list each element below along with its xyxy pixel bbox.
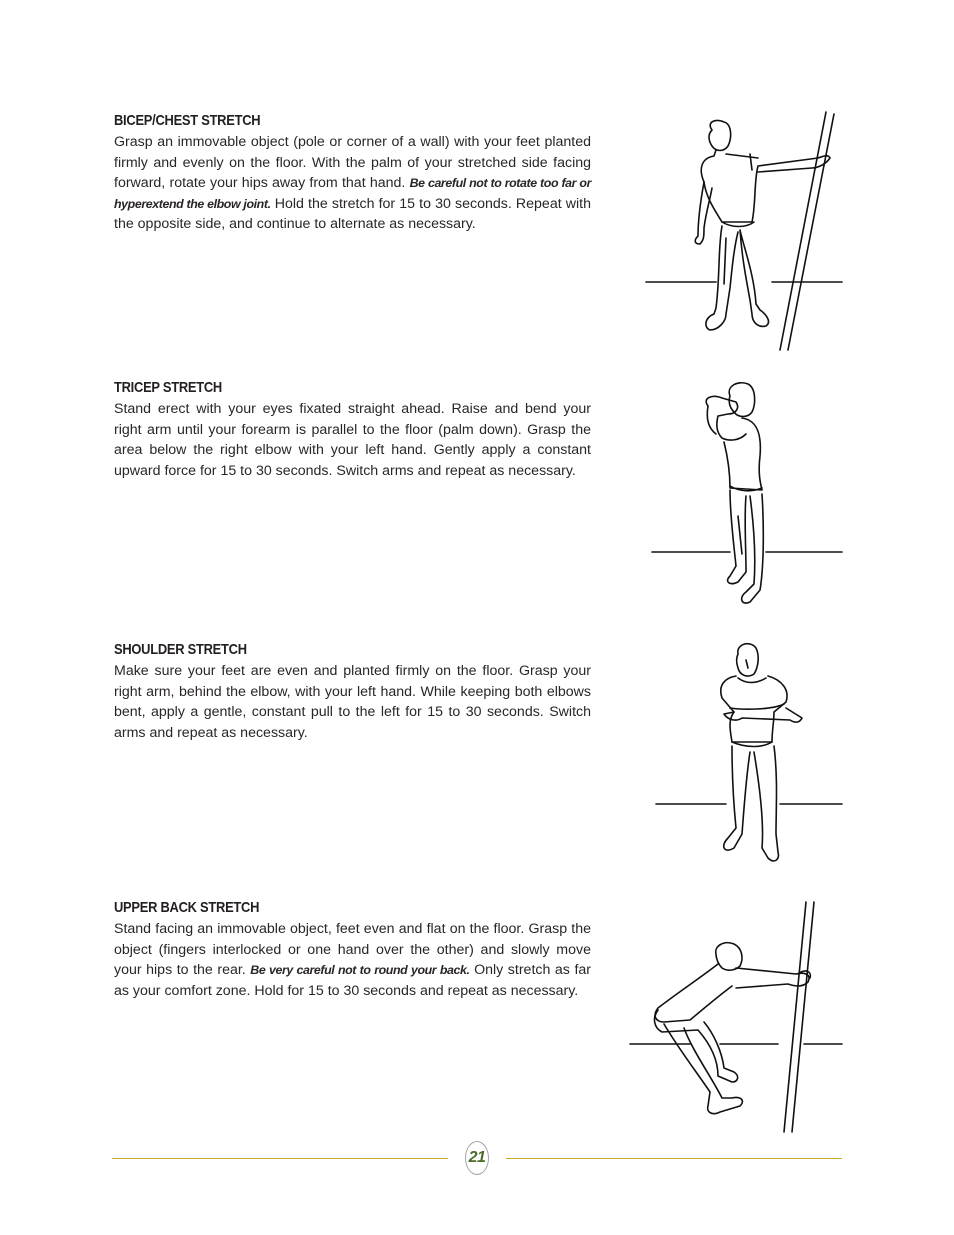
section-title: BICEP/CHEST STRETCH: [114, 112, 261, 129]
section-body: [114, 132, 591, 235]
section-title: TRICEP STRETCH: [114, 379, 222, 396]
body-text-continued: Only stretch as far as your comfort zone. Hold for 15 to 30 seconds and repeat as necessary.: [114, 962, 592, 999]
upper-back-stretch-illustration: [628, 898, 844, 1136]
section-body: [114, 919, 591, 1001]
section-title: UPPER BACK STRETCH: [114, 899, 260, 916]
page-number: 21: [465, 1141, 489, 1175]
section-body: [114, 661, 591, 743]
tricep-stretch-illustration: [646, 376, 846, 612]
footer-rule-right: [506, 1158, 842, 1159]
footer-rule-left: [112, 1158, 448, 1159]
body-text-continued: Hold the stretch for 15 to 30 seconds. Repeat with the opposite side, and continue to alternate as necessary.: [114, 195, 592, 233]
body-text: Stand facing an immovable object, feet even and flat on the floor. Grasp the object (fingers interlocked or one hand over the other) and slowly move your hips to the rear.: [114, 921, 591, 979]
section-bicep-chest-stretch: [114, 112, 591, 235]
bicep-chest-stretch-illustration: [640, 108, 850, 353]
shoulder-stretch-illustration: [650, 638, 846, 868]
body-text: Stand erect with your eyes fixated straight ahead. Raise and bend your right arm until your forearm is parallel to the floor (palm down). Grasp the area below the right elbow with your left hand. Gently apply a constant upward force for 15 to 30 seconds. Switch arms and repeat as necessary.: [114, 401, 591, 479]
section-body: [114, 399, 591, 481]
section-title: SHOULDER STRETCH: [114, 641, 247, 658]
section-upper-back-stretch: [114, 899, 591, 1001]
section-shoulder-stretch: [114, 641, 591, 743]
section-tricep-stretch: [114, 379, 591, 481]
caution-text: Be very careful not to round your back.: [250, 963, 470, 978]
caution-text: Be careful not to rotate too far or hyperextend the elbow joint.: [114, 176, 591, 211]
body-text: Grasp an immovable object (pole or corner of a wall) with your feet planted firmly and evenly on the floor. With the palm of your stretched side facing forward, rotate your hips away from that hand.: [114, 134, 591, 192]
body-text: Make sure your feet are even and planted firmly on the floor. Grasp your right arm, behind the elbow, with your left hand. While keeping both elbows bent, apply a gentle, constant pull to the left for 15 to 30 seconds. Switch arms and repeat as necessary.: [114, 663, 591, 741]
